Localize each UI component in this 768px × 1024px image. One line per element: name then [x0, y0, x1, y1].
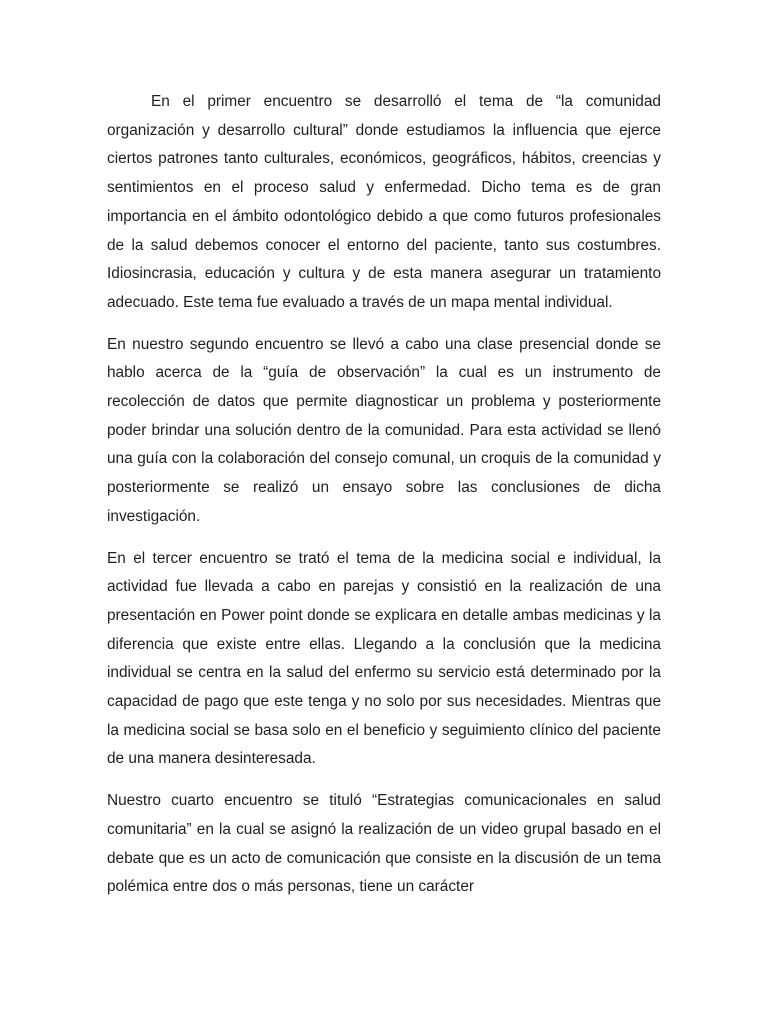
document-body: [107, 88, 661, 915]
paragraph-cuarto-encuentro: Nuestro cuarto encuentro se tituló “Estrategias comunicacionales en salud comunitaria” en la cual se asignó la realización de un video grupal basado en el debate que es un acto de comunicación que consiste en la discusión de un tema polémica entre dos o más personas, tiene un carácter: [107, 792, 661, 896]
paragraph-segundo-encuentro: En nuestro segundo encuentro se llevó a cabo una clase presencial donde se hablo acerca de la “guía de observación” la cual es un instrumento de recolección de datos que permite diagnosticar un problema y posteriormente poder brindar una solución dentro de la comunidad. Para esta actividad se llenó una guía con la colaboración del consejo comunal, un croquis de la comunidad y posteriormente se realizó un ensayo sobre las conclusiones de dicha investigación.: [107, 335, 661, 525]
paragraph-tercer-encuentro: En el tercer encuentro se trató el tema de la medicina social e individual, la actividad fue llevada a cabo en parejas y consistió en la realización de una presentación en Power point donde se explicara en detalle ambas medicinas y la diferencia que existe entre ellas. Llegando a la conclusión que la medicina individual se centra en la salud del enfermo su servicio está determinado por la capacidad de pago que este tenga y no solo por sus necesidades. Mientras que la medicina social se basa solo en el beneficio y seguimiento clínico del paciente de una manera desinteresada.: [107, 549, 661, 768]
paragraph-primer-encuentro: En el primer encuentro se desarrolló el tema de “la comunidad organización y desarrollo cultural” donde estudiamos la influencia que ejerce ciertos patrones tanto culturales, económicos, geográficos, hábitos, creencias y sentimientos en el proceso salud y enfermedad. Dicho tema es de gran importancia en el ámbito odontológico debido a que como futuros profesionales de la salud debemos conocer el entorno del paciente, tanto sus costumbres. Idiosincrasia, educación y cultura y de esta manera asegurar un tratamiento adecuado. Este tema fue evaluado a través de un mapa mental individual.: [107, 93, 661, 311]
